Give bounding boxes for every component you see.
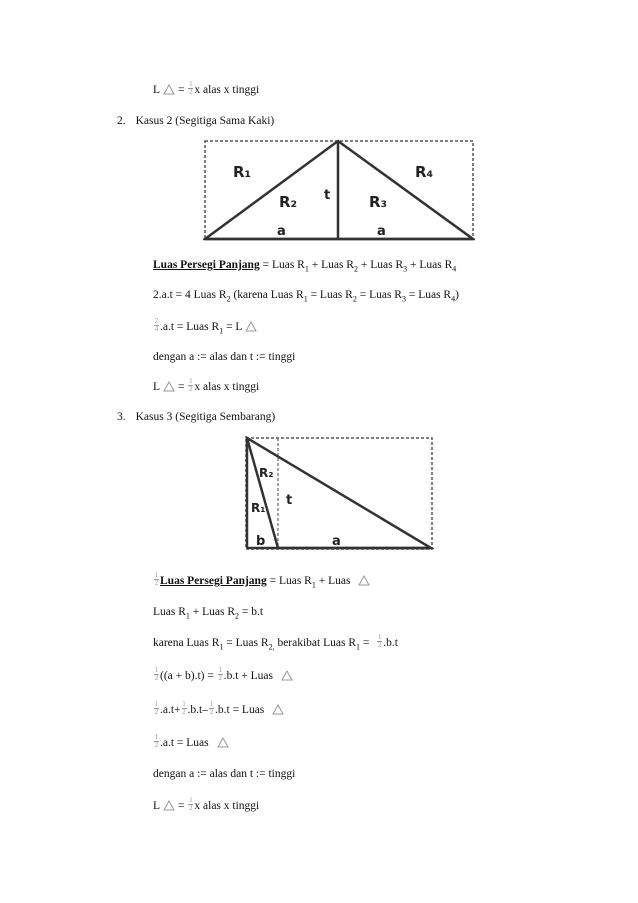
- fraction-glyph: $\frac{1}{2}$: [189, 80, 193, 96]
- label-r3: R₃: [369, 193, 388, 211]
- triangle-icon: [163, 800, 175, 811]
- list-number: 3.: [117, 411, 126, 423]
- label-t: t: [324, 188, 331, 203]
- definition-line: dengan a := alas dan t := tinggi: [153, 768, 296, 780]
- label-r4: R₄: [415, 163, 434, 181]
- fraction-glyph: $\frac{1}{2}$: [154, 700, 159, 716]
- formula-line: $\frac{1}{2}$ .a.t = Luas: [153, 736, 232, 751]
- case-heading: [117, 114, 274, 128]
- case-heading: [117, 410, 275, 424]
- fraction-glyph: $\frac{1}{2}$: [182, 700, 186, 716]
- fraction-glyph: $\frac{1}{2}$: [154, 733, 159, 749]
- fraction-glyph: $\frac{1}{2}$: [209, 700, 214, 716]
- triangle-icon: [217, 737, 229, 748]
- formula-line: $\frac{1}{2}$ ((a + b).t) = $\frac{1}{2}$ .b.t + Luas: [153, 669, 296, 684]
- label-a: a: [332, 534, 341, 549]
- fraction-glyph: $\frac{1}{2}$: [154, 666, 159, 682]
- label-a-left: a: [277, 224, 286, 239]
- scalene-triangle-figure: [244, 436, 434, 551]
- text: L: [153, 84, 161, 97]
- isosceles-triangle-figure: [203, 139, 475, 241]
- underlined-term: Luas Persegi Panjang: [160, 575, 267, 588]
- label-r2: R₂: [259, 466, 274, 480]
- triangle-icon: [272, 704, 284, 715]
- list-number: 2.: [117, 115, 126, 127]
- formula-line: L = $\frac{1}{2}$ x alas x tinggi: [153, 377, 260, 394]
- label-b: b: [256, 534, 266, 549]
- triangle-outline: [247, 438, 431, 548]
- fraction-glyph: $\frac{1}{2}$: [218, 666, 222, 682]
- formula-line: $\frac{2}{4}$ .a.t = Luas $R_1 = L$: [153, 320, 260, 338]
- heading-text: Kasus 3 (Segitiga Sembarang): [135, 411, 276, 423]
- fraction-glyph: $\frac{1}{2}$: [189, 796, 193, 812]
- triangle-icon: [163, 84, 175, 95]
- formula-line: $\frac{1}{2}$ .a.t+ $\frac{1}{2}$ .b.t– $\frac{1}{2}$ .b.t = Luas: [153, 703, 287, 718]
- label-t: t: [286, 493, 293, 508]
- formula-line: Luas $R_1$ + Luas $R_2 = b.t$: [153, 606, 264, 621]
- formula-line: [153, 80, 260, 98]
- triangle-icon: [163, 381, 175, 392]
- formula-line: $\frac{1}{2}$ Luas Persegi Panjang = Luas $R_1$ + Luas: [153, 574, 373, 592]
- heading-text: Kasus 2 (Segitiga Sama Kaki): [135, 115, 275, 127]
- triangle-icon: [281, 670, 293, 681]
- label-a-right: a: [377, 224, 386, 239]
- formula-line: Luas Persegi Panjang = Luas $R_1$ + Luas $R_2$ + Luas $R_3$ + Luas $R_4$: [153, 259, 457, 274]
- fraction-glyph: $\frac{1}{2}$: [189, 377, 193, 393]
- formula-line: L = $\frac{1}{2}$ x alas x tinggi: [153, 796, 260, 813]
- text: =: [178, 84, 185, 97]
- formula-line: karena Luas $R_1$ = Luas $R_{2,}$ berakibat Luas $R_1$ = $\frac{1}{2}$ .b.t: [153, 633, 398, 652]
- triangle-icon: [245, 321, 257, 332]
- text: x alas x tinggi: [194, 84, 260, 97]
- fraction-glyph: $\frac{1}{2}$: [378, 633, 382, 649]
- label-r2: R₂: [279, 193, 298, 211]
- underlined-term: Luas Persegi Panjang: [153, 259, 260, 271]
- triangle-icon: [358, 575, 370, 586]
- definition-line: dengan a := alas dan t := tinggi: [153, 351, 296, 363]
- label-r1: R₁: [251, 501, 266, 515]
- fraction-glyph: $\frac{1}{2}$: [154, 571, 159, 587]
- label-r1: R₁: [233, 163, 252, 181]
- fraction-glyph: $\frac{2}{4}$: [154, 317, 159, 333]
- formula-line: 2.a.t = 4 Luas $R_2$ (karena Luas $R_1$ = Luas $R_2$ = Luas $R_3$ = Luas $R_4$): [153, 289, 459, 304]
